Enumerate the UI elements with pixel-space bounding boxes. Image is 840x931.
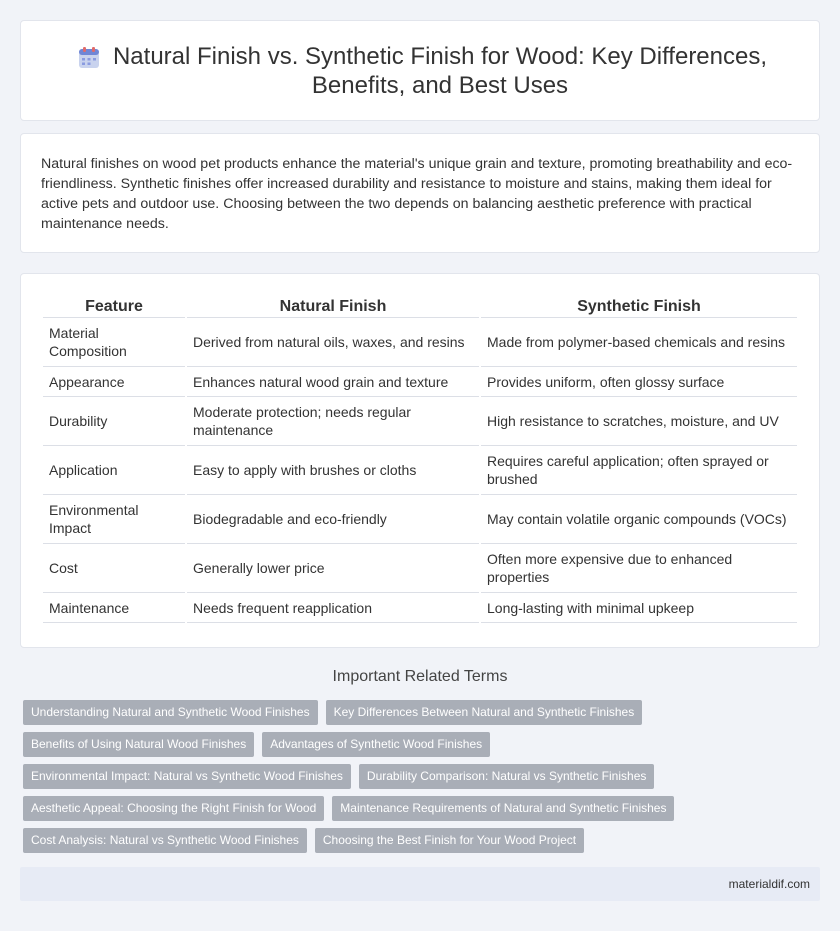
natural-cell: Needs frequent reapplication [187,593,479,623]
table-row [43,318,797,367]
related-terms-list [23,700,813,860]
synthetic-cell: Often more expensive due to enhanced properties [481,544,797,593]
feature-cell: Appearance [43,367,185,397]
comparison-table [41,296,799,623]
header-natural-finish: Natural Finish [187,296,479,318]
table-row [43,544,797,593]
intro-card [20,133,820,253]
synthetic-cell: Made from polymer-based chemicals and resins [481,318,797,367]
natural-cell: Biodegradable and eco-friendly [187,495,479,544]
header-card [20,20,820,121]
synthetic-cell: Long-lasting with minimal upkeep [481,593,797,623]
related-term-tag[interactable]: Understanding Natural and Synthetic Wood Finishes [23,700,318,725]
related-term-tag[interactable]: Key Differences Between Natural and Synthetic Finishes [326,700,643,725]
related-term-tag[interactable]: Cost Analysis: Natural vs Synthetic Wood Finishes [23,828,307,853]
related-term-tag[interactable]: Maintenance Requirements of Natural and Synthetic Finishes [332,796,674,821]
related-terms-title: Important Related Terms [332,668,508,685]
table-row [43,593,797,623]
header-feature: Feature [43,296,185,318]
natural-cell: Easy to apply with brushes or cloths [187,446,479,495]
feature-cell: Durability [43,397,185,446]
natural-cell: Generally lower price [187,544,479,593]
synthetic-cell: Requires careful application; often sprayed or brushed [481,446,797,495]
related-term-tag[interactable]: Environmental Impact: Natural vs Synthetic Wood Finishes [23,764,351,789]
table-row [43,397,797,446]
natural-cell: Derived from natural oils, waxes, and resins [187,318,479,367]
page-title: Natural Finish vs. Synthetic Finish for Wood: Key Differences, Benefits, and Best Uses [112,42,768,99]
comparison-card [20,273,820,648]
natural-cell: Enhances natural wood grain and texture [187,367,479,397]
feature-cell: Material Composition [43,318,185,367]
intro-paragraph: Natural finishes on wood pet products enhance the material's unique grain and texture, promoting breathability and eco-friendliness. Synthetic finishes offer increased durability and resistance to moisture and stains, making them ideal for active pets and outdoor use. Choosing between the two depends on balancing aesthetic preference with practical maintenance needs. [41,156,793,232]
footer [20,867,820,901]
related-term-tag[interactable]: Benefits of Using Natural Wood Finishes [23,732,254,757]
table-row [43,446,797,495]
feature-cell: Application [43,446,185,495]
feature-cell: Environmental Impact [43,495,185,544]
synthetic-cell: May contain volatile organic compounds (VOCs) [481,495,797,544]
header-synthetic-finish: Synthetic Finish [481,296,797,318]
related-term-tag[interactable]: Advantages of Synthetic Wood Finishes [262,732,490,757]
feature-cell: Maintenance [43,593,185,623]
feature-cell: Cost [43,544,185,593]
synthetic-cell: High resistance to scratches, moisture, and UV [481,397,797,446]
related-term-tag[interactable]: Durability Comparison: Natural vs Synthetic Finishes [359,764,654,789]
table-row [43,495,797,544]
site-name[interactable]: materialdif.com [728,877,810,891]
synthetic-cell: Provides uniform, often glossy surface [481,367,797,397]
table-row [43,367,797,397]
related-term-tag[interactable]: Aesthetic Appeal: Choosing the Right Finish for Wood [23,796,324,821]
related-term-tag[interactable]: Choosing the Best Finish for Your Wood Project [315,828,584,853]
natural-cell: Moderate protection; needs regular maintenance [187,397,479,446]
